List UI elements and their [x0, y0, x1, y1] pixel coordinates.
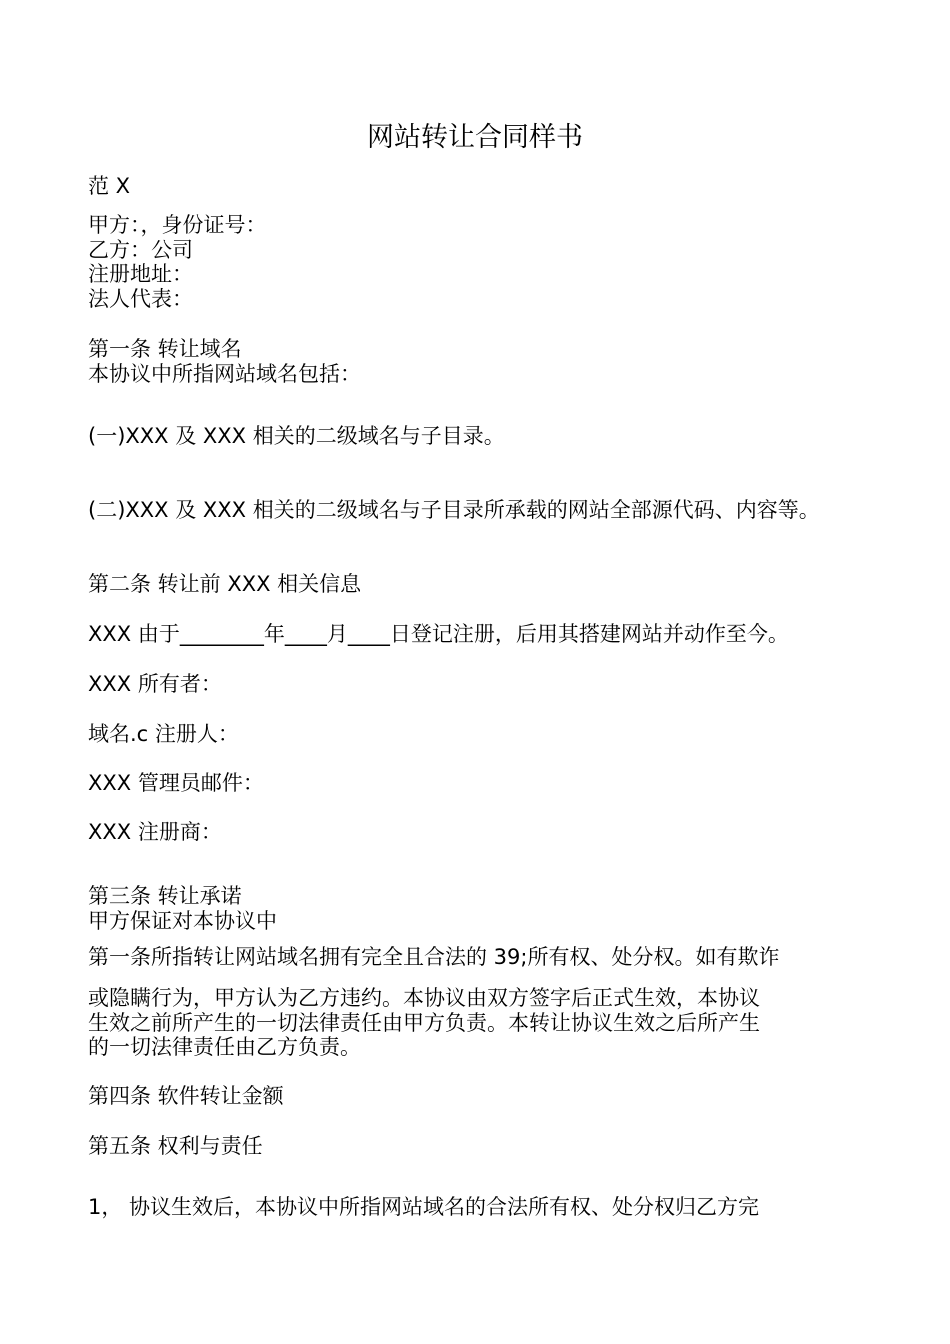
owner-line: XXX 所有者： [88, 672, 222, 696]
party-b-line: 乙方：公司 [88, 238, 193, 262]
document-title: 网站转让合同样书 [367, 122, 583, 153]
article-3-paragraph-line-1: 第一条所指转让网站域名拥有完全且合法的 39;所有权、处分权。如有欺诈 [88, 945, 780, 969]
article-3-paragraph-line-3: 生效之前所产生的一切法律责任由甲方负责。本转让协议生效之后所产生 [88, 1011, 760, 1035]
article-1-intro: 本协议中所指网站域名包括： [88, 362, 361, 386]
article-1-item-2: (二)XXX 及 XXX 相关的二级域名与子目录所承载的网站全部源代码、内容等。 [88, 498, 820, 522]
article-1-item-1: (一)XXX 及 XXX 相关的二级域名与子目录。 [88, 424, 505, 448]
article-2-heading: 第二条 转让前 XXX 相关信息 [88, 572, 362, 596]
registrar-line: XXX 注册商： [88, 820, 222, 844]
author-line: 范 X [88, 174, 131, 198]
article-3-paragraph-line-4: 的一切法律责任由乙方负责。 [88, 1035, 361, 1059]
domain-registrant-line: 域名.c 注册人： [88, 722, 239, 746]
article-3-heading: 第三条 转让承诺 [88, 884, 242, 908]
admin-email-line: XXX 管理员邮件： [88, 771, 264, 795]
party-a-line: 甲方：，身份证号： [88, 213, 267, 237]
article-1-heading: 第一条 转让域名 [88, 337, 242, 361]
registered-address-line: 注册地址： [88, 262, 193, 286]
article-3-intro: 甲方保证对本协议中 [88, 909, 277, 933]
article-4-heading: 第四条 软件转让金额 [88, 1084, 284, 1108]
article-5-item-1: 1， 协议生效后，本协议中所指网站域名的合法所有权、处分权归乙方完 [88, 1195, 760, 1219]
article-3-paragraph-line-2: 或隐瞒行为，甲方认为乙方违约。本协议由双方签字后正式生效，本协议 [88, 986, 760, 1010]
registration-date-line: XXX 由于________年____月____日登记注册，后用其搭建网站并动作至今。 [88, 622, 789, 646]
legal-representative-line: 法人代表： [88, 287, 193, 311]
article-5-heading: 第五条 权利与责任 [88, 1134, 263, 1158]
